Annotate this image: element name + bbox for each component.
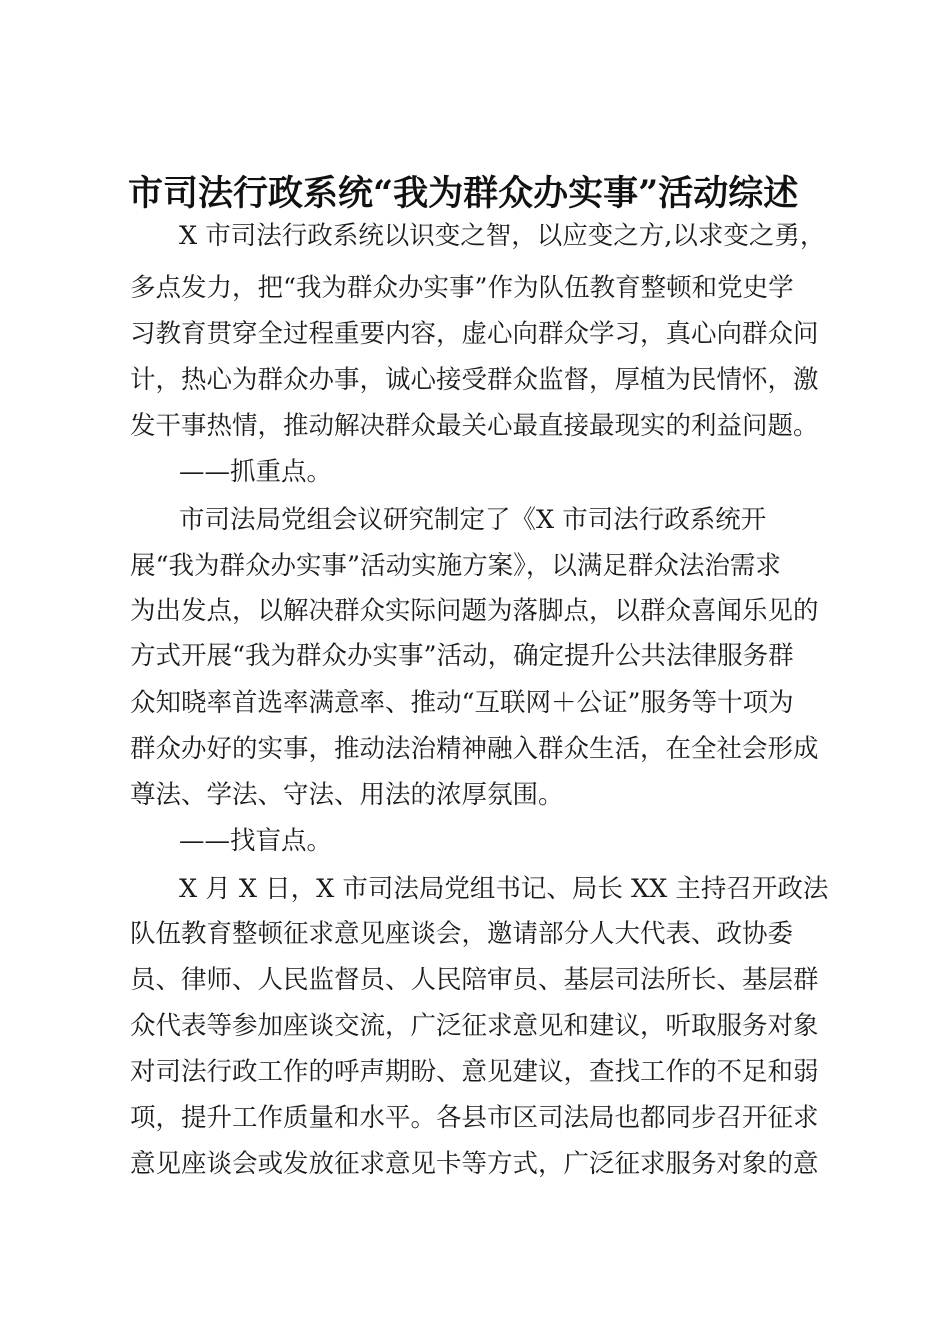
paragraph-line: 群众办好的实事，推动法治精神融入群众生活，在全社会形成 — [130, 734, 819, 764]
document-title: 市司法行政系统“我为群众办实事”活动综述 — [128, 173, 799, 214]
paragraph-line: 多点发力，把“我为群众办实事”作为队伍教育整顿和党史学 — [130, 273, 794, 303]
section-heading: ——找盲点。 — [179, 826, 333, 856]
paragraph-line: 为出发点，以解决群众实际问题为落脚点，以群众喜闻乐见的 — [130, 596, 819, 626]
paragraph-line: 众代表等参加座谈交流，广泛征求意见和建议，听取服务对象 — [130, 1011, 819, 1041]
paragraph-line: 员、律师、人民监督员、人民陪审员、基层司法所长、基层群 — [130, 965, 819, 995]
paragraph-line: 对司法行政工作的呼声期盼、意见建议，查找工作的不足和弱 — [130, 1057, 819, 1087]
paragraph-line: 尊法、学法、守法、用法的浓厚氛围。 — [130, 780, 564, 810]
paragraph-line: X 市司法行政系统以识变之智，以应变之方,以求变之勇， — [179, 221, 826, 251]
section-heading: ——抓重点。 — [179, 457, 333, 487]
paragraph-line: 计，热心为群众办事，诚心接受群众监督，厚植为民情怀，激 — [130, 365, 819, 395]
paragraph-line: 市司法局党组会议研究制定了《X 市司法行政系统开 — [179, 505, 767, 535]
paragraph-line: 众知晓率首选率满意率、推动“互联网＋公证”服务等十项为 — [130, 688, 794, 718]
paragraph-line: 项，提升工作质量和水平。各县市区司法局也都同步召开征求 — [130, 1103, 819, 1133]
paragraph-line: 展“我为群众办实事”活动实施方案》，以满足群众法治需求 — [130, 551, 781, 581]
paragraph-line: 方式开展“我为群众办实事”活动，确定提升公共法律服务群 — [130, 641, 794, 671]
paragraph-line: X 月 X 日，X 市司法局党组书记、局长 XX 主持召开政法 — [179, 874, 829, 904]
paragraph-line: 队伍教育整顿征求意见座谈会，邀请部分人大代表、政协委 — [130, 919, 794, 949]
paragraph-line: 习教育贯穿全过程重要内容，虚心向群众学习，真心向群众问 — [130, 319, 819, 349]
paragraph-line: 发干事热情，推动解决群众最关心最直接最现实的利益问题。 — [130, 411, 819, 441]
paragraph-line: 意见座谈会或发放征求意见卡等方式，广泛征求服务对象的意 — [130, 1149, 819, 1179]
